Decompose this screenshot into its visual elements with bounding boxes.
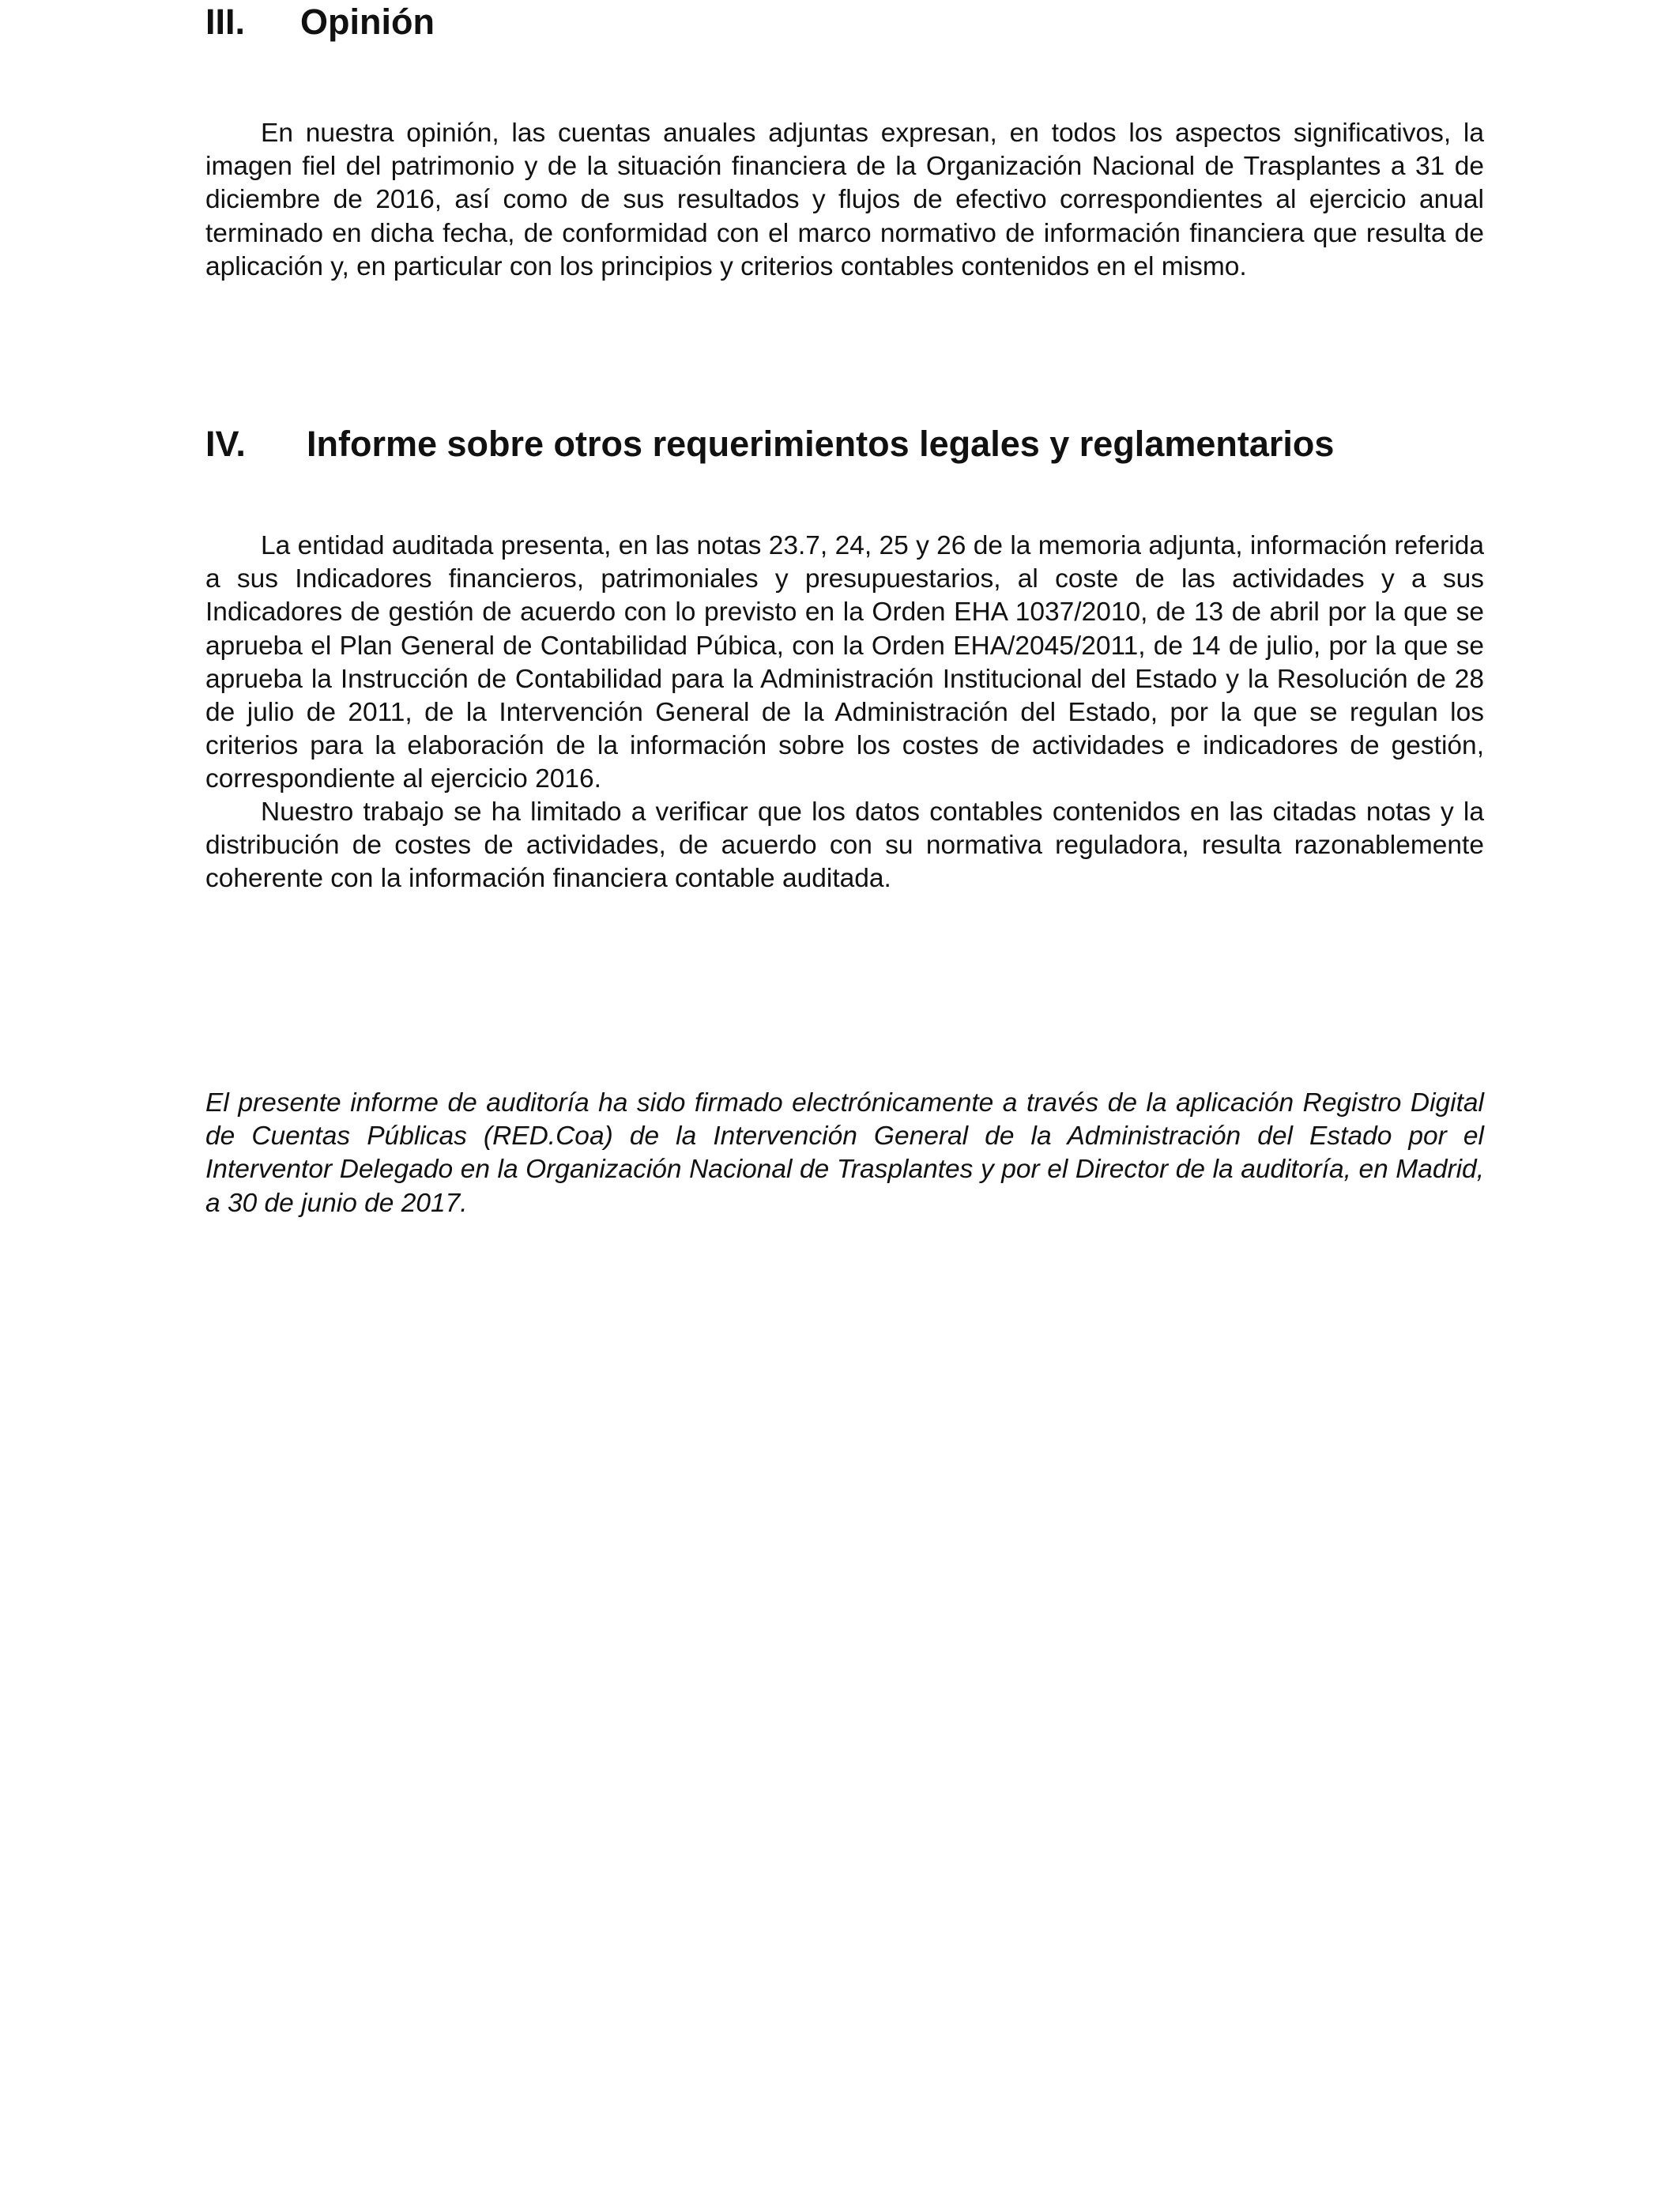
section-number: IV. [205,424,246,464]
section-title: Opinión [300,2,435,42]
electronic-signature-note: El presente informe de auditoría ha sido firmado electrónicamente a través de la aplicación Registro Digital de Cuentas Públicas (RED.Coa) de la Intervención General de la Administración del Estado por el Interventor Delegado en la Organización Nacional de Trasplantes y por el Director de la auditoría, en Madrid, a 30 de junio de 2017. [205,1088,1484,1218]
section-heading-legal-requirements [205,422,1486,466]
section-heading-opinion [205,0,1486,44]
legal-requirements-paragraph: La entidad auditada presenta, en las notas 23.7, 24, 25 y 26 de la memoria adjunta, información referida a sus Indicadores financieros, patrimoniales y presupuestarios, al coste de las actividades y a sus Indicadores de gestión de acuerdo con lo previsto en la Orden EHA 1037/2010, de 13 de abril por la que se aprueba el Plan General de Contabilidad Púbica, con la Orden EHA/2045/2011, de 14 de julio, por la que se aprueba la Instrucción de Contabilidad para la Administración Institucional del Estado y la Resolución de 28 de julio de 2011, de la Intervención General de la Administración del Estado, por la que se regulan los criterios para la elaboración de la información sobre los costes de actividades e indicadores de gestión, correspondiente al ejercicio 2016. [205,531,1484,794]
section-number: III. [205,2,246,42]
section-title: Informe sobre otros requerimientos legales y reglamentarios [307,424,1335,464]
legal-requirements-paragraph: Nuestro trabajo se ha limitado a verificar que los datos contables contenidos en las citadas notas y la distribución de costes de actividades, de acuerdo con su normativa reguladora, resulta razonablemente coherente con la información financiera contable auditada. [205,797,1484,894]
opinion-paragraph: En nuestra opinión, las cuentas anuales adjuntas expresan, en todos los aspectos significativos, la imagen fiel del patrimonio y de la situación financiera de la Organización Nacional de Trasplantes a 31 de diciembre de 2016, así como de sus resultados y flujos de efectivo correspondientes al ejercicio anual terminado en dicha fecha, de conformidad con el marco normativo de información financiera que resulta de aplicación y, en particular con los principios y criterios contables contenidos en el mismo. [205,119,1484,281]
